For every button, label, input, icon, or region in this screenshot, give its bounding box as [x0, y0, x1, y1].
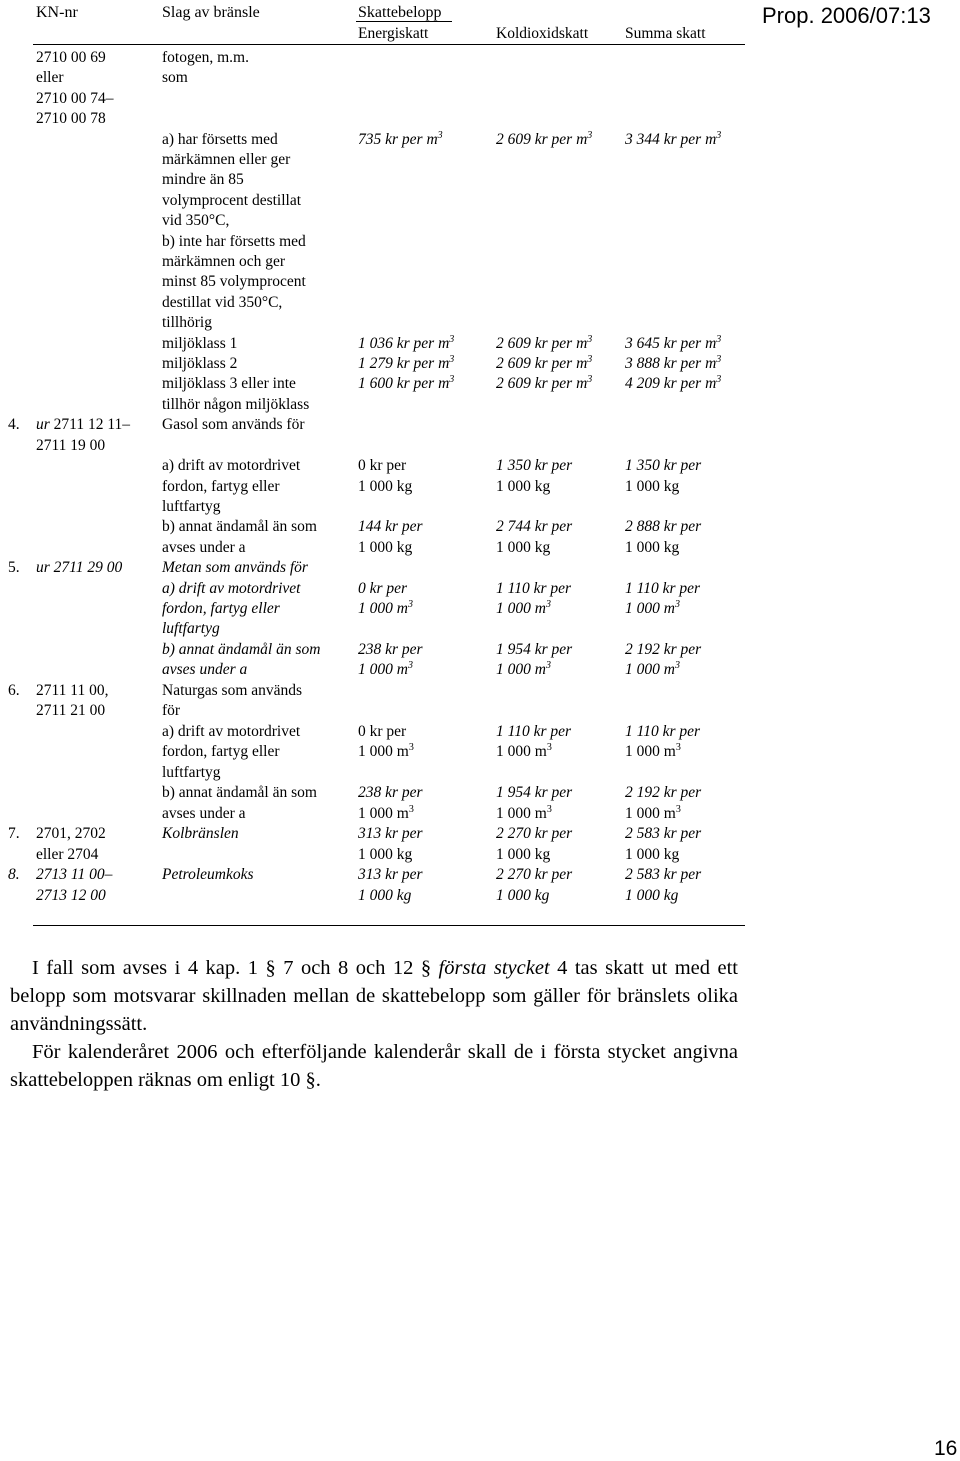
kn-code: ur 2711 12 11– — [36, 416, 131, 433]
kn-code: 2711 21 00 — [36, 702, 106, 719]
fuel-subtype: fordon, fartyg eller — [162, 600, 280, 617]
row-number: 4. — [8, 416, 20, 433]
tax-value: 2 583 kr per — [625, 825, 702, 842]
tax-unit: 1 000 kg — [625, 846, 680, 863]
tax-value: 1 110 kr per — [625, 723, 701, 740]
tax-unit: 1 000 kg — [496, 846, 551, 863]
tax-value: 2 270 kr per — [496, 825, 573, 842]
tax-value: 4 209 kr per $m^3$ — [625, 374, 722, 392]
tax-value: 144 kr per — [358, 518, 423, 535]
tax-value: 313 kr per — [358, 866, 423, 883]
tax-unit: 1 000 kg — [358, 478, 413, 495]
tax-unit: 1 000 $m^3$ — [358, 599, 413, 617]
tax-unit: 1 000 $m^3$ — [496, 742, 552, 760]
tax-unit: 1 000 $m^3$ — [358, 742, 414, 760]
fuel-subtype: a) drift av motordrivet — [162, 457, 301, 474]
tax-unit: 1 000 kg — [496, 539, 551, 556]
kn-code: 2701, 2702 — [36, 825, 106, 842]
tax-value: 2 609 kr per $m^3$ — [496, 334, 593, 352]
tax-unit: 1 000 $m^3$ — [625, 599, 680, 617]
tax-unit: 1 000 kg — [358, 846, 413, 863]
row-number: 5. — [8, 559, 20, 576]
tax-value: 2 192 kr per — [625, 784, 702, 801]
tax-unit: 1 000 kg — [625, 478, 680, 495]
kn-code: 2710 00 74– — [36, 90, 114, 107]
tax-value: 3 645 kr per $m^3$ — [625, 334, 722, 352]
tax-unit: 1 000 kg — [625, 887, 679, 904]
tax-unit: 1 000 $m^3$ — [625, 742, 681, 760]
fuel-type: Naturgas som används — [162, 682, 303, 699]
tax-value: 2 583 kr per — [625, 866, 702, 883]
tax-value: 1 036 kr per $m^3$ — [358, 334, 455, 352]
row-number: 6. — [8, 682, 20, 699]
kn-code: 2713 12 00 — [36, 887, 106, 904]
fuel-type: Metan som används för — [162, 559, 308, 576]
prop-reference: Prop. 2006/07:13 — [762, 3, 931, 28]
tax-value: 1 279 kr per $m^3$ — [358, 354, 455, 372]
miljoklass-label: miljöklass 1 — [162, 335, 238, 352]
tax-unit: 1 000 $m^3$ — [496, 804, 552, 822]
fuel-type: Gasol som används för — [162, 416, 305, 433]
header-rule — [33, 44, 745, 45]
fuel-subtype: a) drift av motordrivet — [162, 723, 301, 740]
fuel-subtype: avses under a — [162, 539, 246, 556]
fuel-type: Kolbränslen — [162, 825, 239, 842]
fuel-subtype: fordon, fartyg eller — [162, 478, 280, 495]
tax-value: 313 kr per — [358, 825, 423, 842]
tax-value: 238 kr per — [358, 784, 423, 801]
fuel-subtype: avses under a — [162, 661, 248, 678]
miljoklass-label: tillhör någon miljöklass — [162, 396, 310, 413]
fuel-subtype: vid 350°C, — [162, 212, 230, 229]
kn-code: 2710 00 69 — [36, 49, 106, 66]
fuel-subtype: b) annat ändamål än som — [162, 518, 317, 535]
tax-unit: 1 000 $m^3$ — [625, 804, 681, 822]
tax-unit: 1 000 $m^3$ — [358, 804, 414, 822]
col-header-energiskatt: Energiskatt — [358, 25, 429, 42]
fuel-subtype: luftfartyg — [162, 620, 220, 637]
fuel-subtype: luftfartyg — [162, 498, 221, 515]
tax-unit: 1 000 kg — [358, 887, 412, 904]
fuel-subtype: minst 85 volymprocent — [162, 273, 306, 290]
kn-code: 2711 19 00 — [36, 437, 106, 454]
table-bottom-rule — [33, 925, 745, 926]
tax-unit: 1 000 kg — [625, 539, 680, 556]
tax-value: 2 888 kr per — [625, 518, 702, 535]
tax-unit: 1 000 kg — [496, 887, 550, 904]
fuel-subtype: volymprocent destillat — [162, 192, 302, 209]
fuel-subtype: b) annat ändamål än som — [162, 641, 321, 658]
tax-value: 2 744 kr per — [496, 518, 573, 535]
kn-code: 2710 00 78 — [36, 110, 106, 127]
tax-value: 1 110 kr per — [496, 723, 572, 740]
tax-value: 735 kr per $m^3$ — [358, 130, 443, 148]
col-header-koldioxidskatt: Koldioxidskatt — [496, 25, 589, 42]
tax-unit: 1 000 $m^3$ — [625, 660, 680, 678]
fuel-subtype: a) har försetts med — [162, 131, 278, 148]
tax-value: 1 954 kr per — [496, 641, 573, 658]
tax-value: 2 609 kr per $m^3$ — [496, 374, 593, 392]
tax-value: 1 350 kr per — [496, 457, 573, 474]
fuel-subtype: b) inte har försetts med — [162, 233, 306, 250]
kn-code: eller — [36, 69, 64, 86]
fuel-subtype: luftfartyg — [162, 764, 221, 781]
tax-value: 3 888 kr per $m^3$ — [625, 354, 722, 372]
paragraph: För kalenderåret 2006 och efterföljande kalenderår skall de i första stycket angivna skattebeloppen räknas om enligt 10 §. — [10, 1041, 738, 1091]
tax-value: 1 110 kr per — [625, 580, 701, 597]
miljoklass-label: miljöklass 3 eller inte — [162, 375, 296, 392]
tax-value: 1 600 kr per $m^3$ — [358, 374, 455, 392]
col-header-kn-nr: KN-nr — [36, 4, 78, 21]
col-header-skattebelopp: Skattebelopp — [358, 4, 442, 21]
tax-value: 238 kr per — [358, 641, 423, 658]
tax-value: 2 192 kr per — [625, 641, 702, 658]
col-header-slag: Slag av bränsle — [162, 4, 260, 21]
kn-code: ur 2711 29 00 — [36, 559, 123, 576]
fuel-subtype: tillhörig — [162, 314, 212, 331]
fuel-type: som — [162, 69, 188, 86]
tax-unit: 1 000 $m^3$ — [496, 660, 551, 678]
fuel-subtype: märkämnen och ger — [162, 253, 286, 270]
tax-value: 2 609 kr per $m^3$ — [496, 354, 593, 372]
kn-code: eller 2704 — [36, 846, 99, 863]
kn-code: 2711 11 00, — [36, 682, 109, 699]
fuel-subtype: b) annat ändamål än som — [162, 784, 317, 801]
tax-value: 2 609 kr per $m^3$ — [496, 130, 593, 148]
fuel-type: Petroleumkoks — [162, 866, 254, 883]
tax-value: 3 344 kr per $m^3$ — [625, 130, 722, 148]
row-number: 8. — [8, 866, 20, 883]
body-text — [10, 954, 738, 1094]
page-number: 16 — [934, 1437, 958, 1460]
paragraph: I fall som avses i 4 kap. 1 § 7 och 8 och 12 § första stycket 4 tas skatt ut med ett belopp som motsvarar skillnaden mellan de skattebelopp som gäller för bränslets olika användningssätt. — [10, 957, 739, 1035]
row-number: 7. — [8, 825, 20, 842]
fuel-subtype: fordon, fartyg eller — [162, 743, 280, 760]
tax-value: 1 954 kr per — [496, 784, 573, 801]
tax-value: 0 kr per — [358, 723, 407, 740]
tax-unit: 1 000 $m^3$ — [496, 599, 551, 617]
fuel-subtype: destillat vid 350°C, — [162, 294, 283, 311]
fuel-subtype: avses under a — [162, 805, 246, 822]
header-underline — [356, 21, 452, 22]
tax-value: 2 270 kr per — [496, 866, 573, 883]
tax-value: 0 kr per — [358, 457, 407, 474]
fuel-type: för — [162, 702, 181, 719]
fuel-subtype: märkämnen eller ger — [162, 151, 291, 168]
tax-unit: 1 000 kg — [358, 539, 413, 556]
col-header-summa-skatt: Summa skatt — [625, 25, 706, 42]
tax-value: 1 350 kr per — [625, 457, 702, 474]
fuel-type: fotogen, m.m. — [162, 49, 249, 66]
miljoklass-label: miljöklass 2 — [162, 355, 238, 372]
kn-code: 2713 11 00– — [36, 866, 113, 883]
tax-value: 1 110 kr per — [496, 580, 572, 597]
fuel-subtype: mindre än 85 — [162, 171, 244, 188]
tax-value: 0 kr per — [358, 580, 408, 597]
tax-unit: 1 000 kg — [496, 478, 551, 495]
tax-unit: 1 000 $m^3$ — [358, 660, 413, 678]
fuel-subtype: a) drift av motordrivet — [162, 580, 301, 597]
